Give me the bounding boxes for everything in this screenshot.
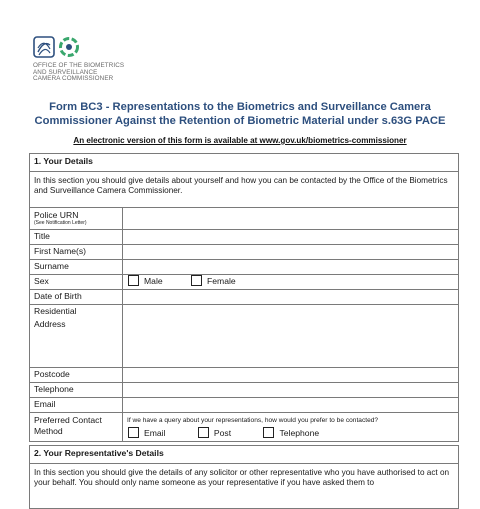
representative-details-table <box>29 445 459 509</box>
logo-mark <box>33 36 124 58</box>
police-urn-label <box>30 208 123 230</box>
email-input[interactable] <box>123 398 459 413</box>
form-title-line: Form BC3 - Representations to the Biometrics and Surveillance Camera <box>49 101 431 113</box>
sex-label: Sex <box>30 275 123 290</box>
checkbox-icon[interactable] <box>263 427 274 438</box>
address-input[interactable] <box>123 305 459 368</box>
sex-option-female[interactable] <box>191 275 236 288</box>
fingerprint-icon <box>33 36 55 58</box>
sex-options <box>123 275 459 290</box>
dob-input[interactable] <box>123 290 459 305</box>
option-label: Telephone <box>279 428 320 438</box>
commissioner-logo <box>33 36 124 83</box>
email-label: Email <box>30 398 123 413</box>
telephone-input[interactable] <box>123 383 459 398</box>
surname-input[interactable] <box>123 260 459 275</box>
dob-label: Date of Birth <box>30 290 123 305</box>
logo-text-line: CAMERA COMMISSIONER <box>33 75 114 83</box>
form-title <box>0 100 480 128</box>
address-label-text: Residential Address <box>34 306 77 329</box>
option-label: Post <box>213 428 232 438</box>
contact-option-telephone[interactable] <box>263 428 319 438</box>
preferred-contact-label: Preferred Contact Method <box>30 413 123 442</box>
your-details-table <box>29 153 459 442</box>
section-intro: In this section you should give the details of any solicitor or other representative who you have authorised to act on your behalf. You should only name someone as your representative if you have asked them to <box>30 464 459 509</box>
section-intro: In this section you should give details about yourself and how you can be contacted by the Office of the Biometrics and Surveillance Camera Commissioner. <box>30 172 459 208</box>
option-label: Female <box>207 276 236 286</box>
logo-text <box>33 63 124 83</box>
surname-label: Surname <box>30 260 123 275</box>
contact-option-email[interactable] <box>128 428 166 438</box>
title-input[interactable] <box>123 230 459 245</box>
electronic-version-link[interactable]: An electronic version of this form is available at www.gov.uk/biometrics-commissioner <box>73 136 407 145</box>
notification-letter-note: (See Notification Letter) <box>34 220 87 226</box>
form-title-line: Commissioner Against the Retention of Biometric Material under s.63G PACE <box>34 115 446 127</box>
first-names-label: First Name(s) <box>30 245 123 260</box>
police-urn-label-text: Police URN <box>34 210 79 220</box>
title-label: Title <box>30 230 123 245</box>
sex-option-male[interactable] <box>128 275 163 288</box>
postcode-input[interactable] <box>123 368 459 383</box>
preferred-contact-options <box>123 413 459 442</box>
police-urn-input[interactable] <box>123 208 459 230</box>
first-names-input[interactable] <box>123 245 459 260</box>
checkbox-icon[interactable] <box>128 427 139 438</box>
checkbox-icon[interactable] <box>191 275 202 286</box>
telephone-label: Telephone <box>30 383 123 398</box>
address-label <box>30 305 123 368</box>
section-heading: 2. Your Representative's Details <box>30 446 459 464</box>
contact-option-group <box>127 425 454 438</box>
postcode-label: Postcode <box>30 368 123 383</box>
option-label: Email <box>144 428 166 438</box>
checkbox-icon[interactable] <box>128 275 139 286</box>
preferred-contact-question: If we have a query about your representations, how would you prefer to be contacted? <box>127 417 379 424</box>
section-heading: 1. Your Details <box>30 154 459 172</box>
logo-text-line: OFFICE OF THE BIOMETRICS <box>33 62 125 69</box>
camera-aperture-icon <box>58 36 80 58</box>
option-label: Male <box>144 276 163 286</box>
logo-text-line: AND SURVEILLANCE <box>33 68 98 76</box>
contact-option-post[interactable] <box>198 428 231 438</box>
checkbox-icon[interactable] <box>198 427 209 438</box>
